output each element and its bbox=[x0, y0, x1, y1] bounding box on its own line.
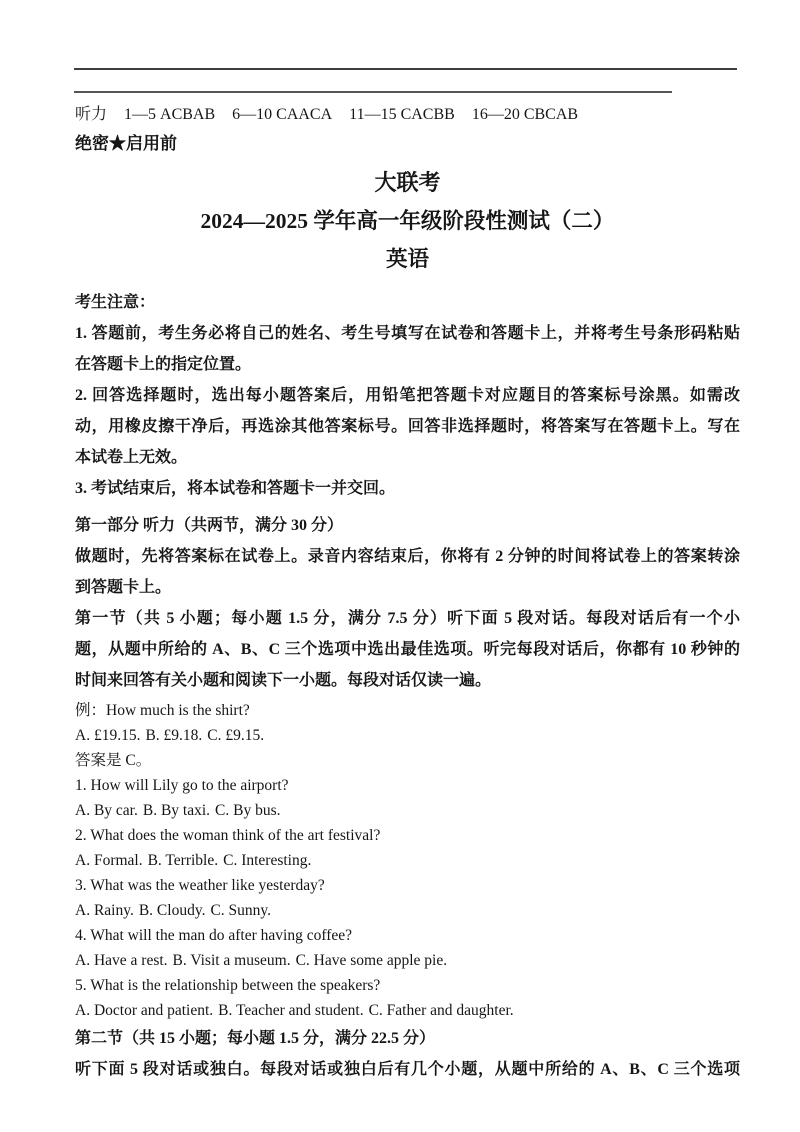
question-1-options bbox=[75, 798, 740, 823]
example-option-c: C. £9.15. bbox=[207, 727, 265, 744]
example-answer-note: 答案是 C。 bbox=[75, 752, 152, 769]
part1-heading: 第一部分 听力（共两节，满分 30 分） bbox=[75, 517, 344, 534]
section2-heading: 第二节（共 15 小题；每小题 1.5 分，满分 22.5 分） bbox=[75, 1030, 436, 1047]
example-options bbox=[75, 723, 740, 748]
example-option-b: B. £9.18. bbox=[145, 727, 203, 744]
question-1-option-c: C. By bus. bbox=[215, 802, 281, 819]
exam-session-title: 2024—2025 学年高一年级阶段性测试（二） bbox=[200, 209, 615, 233]
question-2-option-b: B. Terrible. bbox=[147, 852, 219, 869]
question-2-option-c: C. Interesting. bbox=[223, 852, 312, 869]
question-5-option-c: C. Father and daughter. bbox=[368, 1002, 514, 1019]
question-4-prompt: 4. What will the man do after having coffee? bbox=[75, 927, 353, 944]
question-3-options bbox=[75, 898, 740, 923]
section1-heading-line-1: 第一节（共 5 小题；每小题 1.5 分，满分 7.5 分）听下面 5 段对话。每段对话后有一个小 bbox=[75, 610, 740, 627]
question-3-option-c: C. Sunny. bbox=[210, 902, 272, 919]
section2-intro: 听下面 5 段对话或独白。每段对话或独白后有几个小题，从题中所给的 A、B、C 三个选项 bbox=[75, 1061, 740, 1078]
question-5-option-b: B. Teacher and student. bbox=[218, 1002, 364, 1019]
question-3-prompt: 3. What was the weather like yesterday? bbox=[75, 877, 325, 894]
page-content bbox=[0, 104, 800, 1085]
question-1-option-a: A. By car. bbox=[75, 802, 138, 819]
example-option-a: A. £19.15. bbox=[75, 727, 141, 744]
notice-line-6: 3. 考试结束后，将本试卷和答题卡一并交回。 bbox=[75, 480, 396, 497]
answer-key-group-3: 11—15 CACBB bbox=[349, 106, 455, 123]
question-1-option-b: B. By taxi. bbox=[142, 802, 211, 819]
question-3-option-a: A. Rainy. bbox=[75, 902, 134, 919]
subject-title: 英语 bbox=[385, 247, 429, 271]
question-4-option-c: C. Have some apple pie. bbox=[295, 952, 448, 969]
answer-key-group-2: 6—10 CAACA bbox=[232, 106, 333, 123]
example-prompt: 例：How much is the shirt? bbox=[75, 702, 250, 719]
notice-heading: 考生注意： bbox=[75, 294, 156, 311]
question-2-option-a: A. Formal. bbox=[75, 852, 143, 869]
listening-answer-key-line bbox=[75, 104, 740, 126]
notice-line-3: 2. 回答选择题时，选出每小题答案后，用铅笔把答题卡对应题目的答案标号涂黑。如需改 bbox=[75, 387, 740, 404]
notice-line-4: 动，用橡皮擦干净后，再选涂其他答案标号。回答非选择题时，将答案写在答题卡上。写在 bbox=[75, 418, 740, 435]
question-5-option-a: A. Doctor and patient. bbox=[75, 1002, 214, 1019]
top-rule-thin bbox=[74, 91, 672, 93]
answer-key-label: 听力 bbox=[75, 106, 108, 123]
notice-line-5: 本试卷上无效。 bbox=[75, 449, 188, 466]
transfer-note-line-1: 做题时，先将答案标在试卷上。录音内容结束后，你将有 2 分钟的时间将试卷上的答案转涂 bbox=[75, 548, 740, 565]
answer-key-group-4: 16—20 CBCAB bbox=[471, 106, 579, 123]
secret-banner: 绝密★启用前 bbox=[75, 134, 177, 153]
question-4-option-a: A. Have a rest. bbox=[75, 952, 168, 969]
question-1-prompt: 1. How will Lily go to the airport? bbox=[75, 777, 289, 794]
question-3-option-b: B. Cloudy. bbox=[138, 902, 206, 919]
transfer-note-line-2: 到答题卡上。 bbox=[75, 579, 172, 596]
notice-line-1: 1. 答题前，考生务必将自己的姓名、考生号填写在试卷和答题卡上，并将考生号条形码粘贴 bbox=[75, 325, 740, 342]
question-4-option-b: B. Visit a museum. bbox=[172, 952, 291, 969]
question-5-options bbox=[75, 998, 740, 1023]
exam-name-title: 大联考 bbox=[374, 170, 441, 195]
question-2-options bbox=[75, 848, 740, 873]
title-block bbox=[75, 164, 740, 278]
notice-line-2: 在答题卡上的指定位置。 bbox=[75, 356, 252, 373]
section1-heading-line-2: 题，从题中所给的 A、B、C 三个选项中选出最佳选项。听完每段对话后，你都有 10 秒钟的 bbox=[75, 641, 740, 658]
answer-key-group-1: 1—5 ACBAB bbox=[124, 106, 216, 123]
question-5-prompt: 5. What is the relationship between the speakers? bbox=[75, 977, 381, 994]
question-2-prompt: 2. What does the woman think of the art festival? bbox=[75, 827, 381, 844]
section1-heading-line-3: 时间来回答有关小题和阅读下一小题。每段对话仅读一遍。 bbox=[75, 672, 492, 689]
top-rule-thick bbox=[74, 68, 737, 70]
question-4-options bbox=[75, 948, 740, 973]
